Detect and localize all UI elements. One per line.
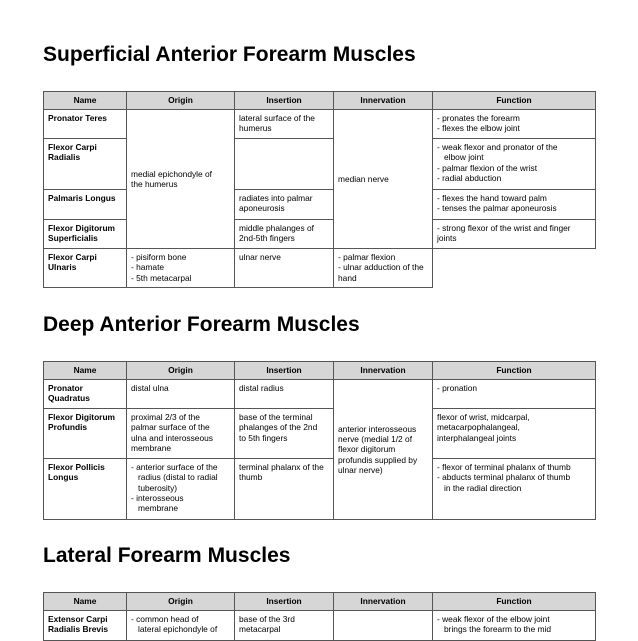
function-cell: - palmar flexion - ulnar adduction of the hand [334, 249, 433, 288]
muscle-name: Flexor Carpi Radialis [44, 139, 127, 190]
innervation-cell: anterior interosseous nerve (medial 1/2 of flexor digitorum profundis supplied by ulnar nerve) [334, 380, 433, 520]
table-row [44, 139, 596, 190]
muscle-name: Extensor Carpi Radialis Brevis [44, 611, 127, 641]
table-row [44, 380, 596, 409]
col-header-origin: Origin [127, 362, 235, 380]
muscle-name: Flexor Digitorum Profundis [44, 409, 127, 459]
muscle-name: Flexor Digitorum Superficialis [44, 220, 127, 249]
insertion-cell: base of the terminal phalanges of the 2nd to 5th fingers [235, 409, 334, 459]
section-title-deep: Deep Anterior Forearm Muscles [43, 313, 360, 336]
col-header-origin: Origin [127, 593, 235, 611]
insertion-cell [235, 139, 334, 190]
col-header-innervation: Innervation [334, 92, 433, 110]
table-row [44, 220, 596, 249]
insertion-cell: middle phalanges of 2nd-5th fingers [235, 220, 334, 249]
section-title-superficial: Superficial Anterior Forearm Muscles [43, 43, 416, 66]
table-row [44, 190, 596, 220]
origin-cell: proximal 2/3 of the palmar surface of the ulna and interosseous membrane [127, 409, 235, 459]
muscle-name: Flexor Pollicis Longus [44, 459, 127, 520]
col-header-name: Name [44, 593, 127, 611]
col-header-function: Function [433, 593, 596, 611]
col-header-function: Function [433, 362, 596, 380]
col-header-insertion: Insertion [235, 362, 334, 380]
function-cell: - weak flexor of the elbow joint brings the forearm to the mid [433, 611, 596, 641]
deep-muscles-table [43, 361, 596, 520]
function-cell: - weak flexor and pronator of the elbow joint - palmar flexion of the wrist - radial abduction [433, 139, 596, 190]
col-header-name: Name [44, 92, 127, 110]
col-header-innervation: Innervation [334, 362, 433, 380]
table-row [44, 249, 596, 288]
col-header-innervation: Innervation [334, 593, 433, 611]
insertion-cell: terminal phalanx of the thumb [235, 459, 334, 520]
origin-cell: - common head of lateral epichondyle of [127, 611, 235, 641]
function-cell: - flexes the hand toward palm - tenses the palmar aponeurosis [433, 190, 596, 220]
insertion-cell: base of the 3rd metacarpal [235, 611, 334, 641]
muscle-name: Pronator Teres [44, 110, 127, 139]
origin-cell: medial epichondyle of the humerus [127, 110, 235, 249]
table-row [44, 110, 596, 139]
col-header-insertion: Insertion [235, 92, 334, 110]
col-header-origin: Origin [127, 92, 235, 110]
col-header-function: Function [433, 92, 596, 110]
insertion-cell: distal radius [235, 380, 334, 409]
innervation-cell: ulnar nerve [235, 249, 334, 288]
function-cell: - pronates the forearm - flexes the elbow joint [433, 110, 596, 139]
muscle-name: Pronator Quadratus [44, 380, 127, 409]
table-row [44, 409, 596, 459]
origin-cell: - anterior surface of the radius (distal to radial tuberosity) - interosseous membrane [127, 459, 235, 520]
col-header-name: Name [44, 362, 127, 380]
section-title-lateral: Lateral Forearm Muscles [43, 544, 291, 567]
function-cell: - pronation [433, 380, 596, 409]
table-row [44, 611, 596, 641]
function-cell: - flexor of terminal phalanx of thumb - abducts terminal phalanx of thumb in the radial direction [433, 459, 596, 520]
insertion-cell: radiates into palmar aponeurosis [235, 190, 334, 220]
insertion-cell: - pisiform bone - hamate - 5th metacarpal [127, 249, 235, 288]
function-cell: - strong flexor of the wrist and finger joints [433, 220, 596, 249]
innervation-cell: median nerve [334, 110, 433, 249]
superficial-muscles-table [43, 91, 596, 288]
origin-cell: distal ulna [127, 380, 235, 409]
muscle-name: Palmaris Longus [44, 190, 127, 220]
insertion-cell: lateral surface of the humerus [235, 110, 334, 139]
table-row [44, 459, 596, 520]
col-header-insertion: Insertion [235, 593, 334, 611]
lateral-muscles-table [43, 592, 596, 641]
innervation-cell [334, 611, 433, 641]
muscle-name: Flexor Carpi Ulnaris [44, 249, 127, 288]
function-cell: flexor of wrist, midcarpal, metacarpophalangeal, interphalangeal joints [433, 409, 596, 459]
